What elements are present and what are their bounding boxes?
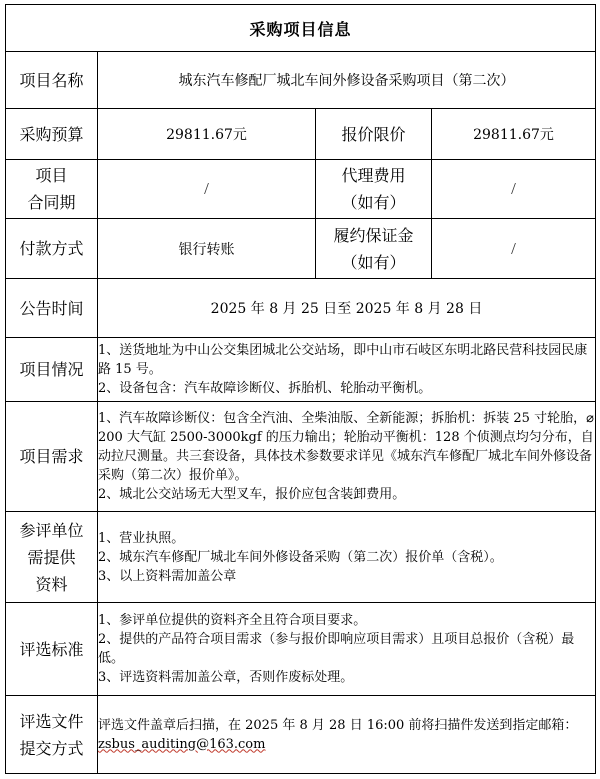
contract-period-label-line1: 项目 — [35, 166, 68, 185]
required-documents-line: 3、以上资料需加盖公章 — [98, 568, 237, 584]
agency-fee-label — [316, 160, 432, 219]
budget-value: 29811.67元 — [98, 109, 316, 160]
required-documents-label — [6, 512, 98, 603]
required-documents-row — [6, 512, 596, 603]
required-documents-line: 2、城东汽车修配厂城北车间外修设备采购（第二次）报价单（含税）。 — [98, 549, 503, 565]
agency-fee-label-line2: （如有） — [341, 193, 406, 212]
contract-period-label-line2: 合同期 — [27, 193, 76, 212]
criteria-row — [6, 603, 596, 696]
price-limit-value: 29811.67元 — [432, 109, 596, 160]
title-row — [6, 5, 596, 52]
project-requirements-text — [98, 402, 596, 512]
project-situation-row — [6, 338, 596, 402]
project-requirements-line: 2、城北公交站场无大型叉车，报价应包含装卸费用。 — [98, 487, 406, 502]
agency-fee-value: / — [432, 160, 596, 219]
criteria-line: 1、参评单位提供的资料齐全且符合项目要求。 — [98, 613, 367, 628]
submission-text — [98, 696, 596, 774]
budget-label: 采购预算 — [6, 109, 98, 160]
submission-label-line1: 评选文件 — [19, 711, 84, 731]
project-requirements-line: 1、汽车故障诊断仪：包含全汽油、全柴油版、全新能源；拆胎机：拆装 25 寸轮胎，⌀ 200 大气缸 2500-3000kgf 的压力输出；轮胎动平衡机：128 个侦测点均匀分布，自动拉尺测量。共三套设备，具体技术参数要求详见《城东汽车修配厂城北车间外修设备采购（第二次）报价单》。 — [98, 411, 594, 483]
submission-row — [6, 696, 596, 774]
budget-row — [6, 109, 596, 160]
submission-label — [6, 696, 98, 774]
required-documents-label-line2: 需提供 — [27, 547, 76, 567]
criteria-line: 2、提供的产品符合项目需求（参与报价即响应项目需求）且项目总报价（含税）最低。 — [98, 632, 575, 666]
project-requirements-label: 项目需求 — [6, 402, 98, 512]
table-title: 采购项目信息 — [6, 5, 596, 52]
price-limit-label: 报价限价 — [316, 109, 432, 160]
required-documents-line: 1、营业执照。 — [98, 530, 185, 546]
agency-fee-label-line1: 代理费用 — [341, 166, 406, 185]
required-documents-label-line1: 参评单位 — [19, 520, 84, 540]
criteria-text — [98, 603, 596, 696]
contract-period-label — [6, 160, 98, 219]
required-documents-label-line3: 资料 — [35, 574, 68, 594]
payment-label: 付款方式 — [6, 219, 98, 279]
criteria-label: 评选标准 — [6, 603, 98, 696]
project-name-label: 项目名称 — [6, 52, 98, 109]
project-requirements-row — [6, 402, 596, 512]
submission-email-link[interactable]: zsbus_auditing@163.com — [98, 736, 266, 752]
project-situation-text — [98, 338, 596, 402]
project-situation-label: 项目情况 — [6, 338, 98, 402]
submission-label-line2: 提交方式 — [19, 738, 84, 758]
performance-bond-label-line1: 履约保证金 — [333, 225, 414, 245]
performance-bond-value: / — [432, 219, 596, 279]
payment-row — [6, 219, 596, 279]
project-name-value: 城东汽车修配厂城北车间外修设备采购项目（第二次） — [98, 52, 596, 109]
project-situation-line: 1、送货地址为中山公交集团城北公交站场，即中山市石岐区东明北路民营科技园民康路 15 号。 — [98, 343, 588, 377]
announcement-row — [6, 279, 596, 338]
announcement-value: 2025 年 8 月 25 日至 2025 年 8 月 28 日 — [98, 279, 596, 338]
project-situation-line: 2、设备包含：汽车故障诊断仪、拆胎机、轮胎动平衡机。 — [98, 381, 432, 396]
payment-value: 银行转账 — [98, 219, 316, 279]
contract-row — [6, 160, 596, 219]
performance-bond-label — [316, 219, 432, 279]
contract-period-value: / — [98, 160, 316, 219]
performance-bond-label-line2: （如有） — [341, 252, 406, 272]
announcement-label: 公告时间 — [6, 279, 98, 338]
required-documents-text — [98, 512, 596, 603]
project-name-row — [6, 52, 596, 109]
criteria-line: 3、评选资料需加盖公章，否则作废标处理。 — [98, 670, 354, 685]
procurement-info-table — [5, 4, 596, 774]
submission-instructions: 评选文件盖章后扫描，在 2025 年 8 月 28 日 16:00 前将扫描件发送到指定邮箱： — [98, 717, 578, 733]
